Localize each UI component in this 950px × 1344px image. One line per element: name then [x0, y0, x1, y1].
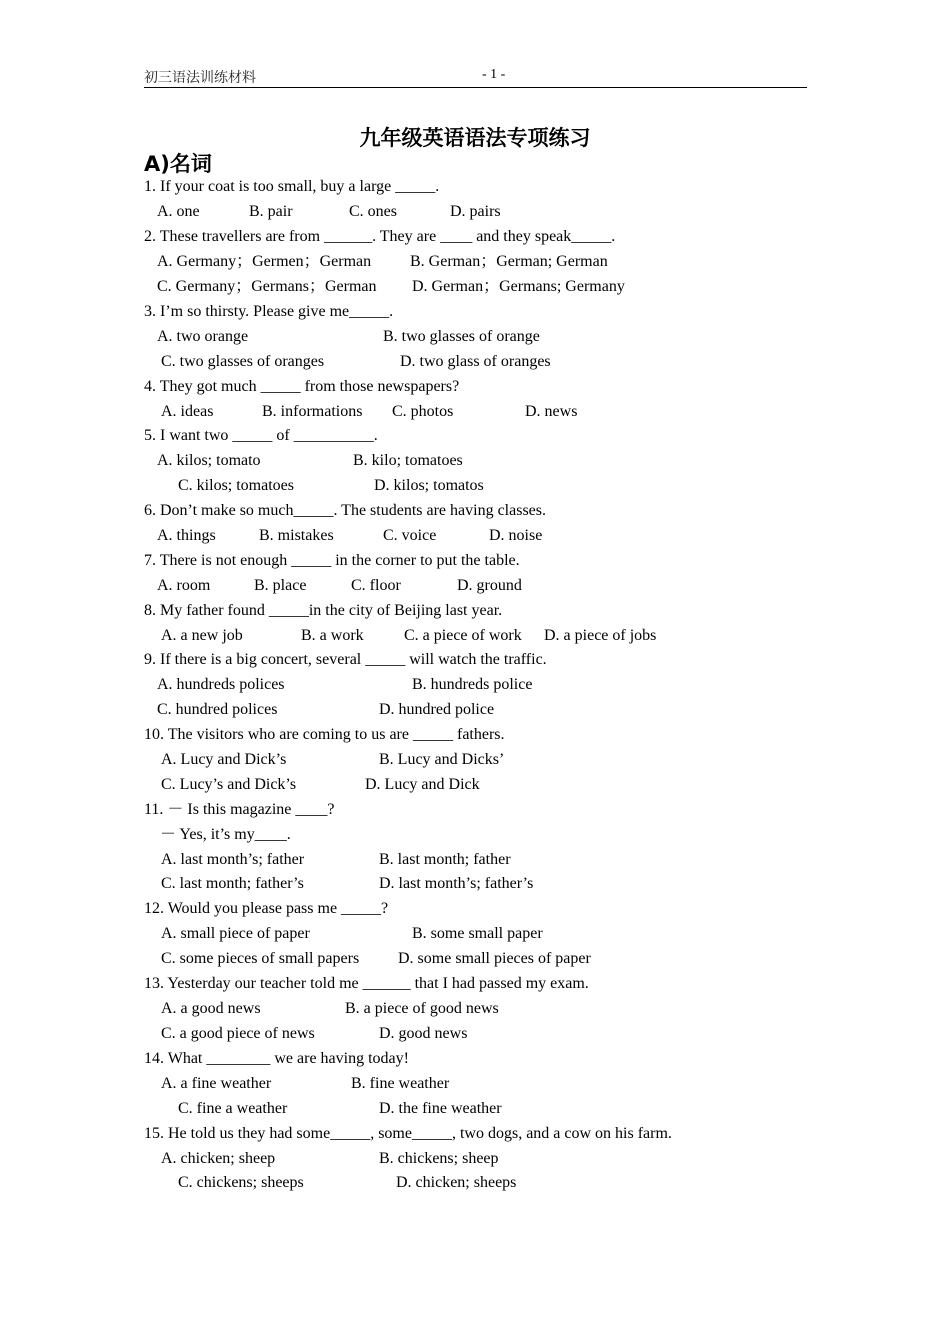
question-stem-11-reply: － Yes, it’s my____. [160, 826, 291, 843]
answer-option-q4-b: B. informations [262, 403, 363, 420]
answer-option-q1-b: B. pair [249, 203, 293, 220]
answer-option-q4-c: C. photos [392, 403, 454, 420]
answer-option-q3-b: B. two glasses of orange [383, 328, 540, 345]
answer-option-q14-d: D. the fine weather [379, 1100, 502, 1117]
answer-option-q7-b: B. place [254, 577, 307, 594]
page-header [144, 66, 807, 88]
answer-option-q8-a: A. a new job [161, 627, 243, 644]
answer-option-q2-c: C. Germany；Germans；German [157, 278, 377, 295]
answer-option-q6-a: A. things [157, 527, 216, 544]
answer-option-q14-b: B. fine weather [351, 1075, 450, 1092]
answer-option-q12-c: C. some pieces of small papers [161, 950, 360, 967]
document-title: 九年级英语语法专项练习 [359, 126, 591, 150]
answer-option-q11-c: C. last month; father’s [161, 875, 304, 892]
question-stem-7: 7. There is not enough _____ in the corner to put the table. [144, 552, 520, 569]
question-stem-12: 12. Would you please pass me _____? [144, 900, 389, 917]
question-stem-5: 5. I want two _____ of __________. [144, 427, 378, 444]
answer-option-q8-b: B. a work [301, 627, 364, 644]
answer-option-q9-c: C. hundred polices [157, 701, 278, 718]
answer-option-q14-a: A. a fine weather [161, 1075, 272, 1092]
answer-option-q12-d: D. some small pieces of paper [398, 950, 591, 967]
answer-option-q7-c: C. floor [351, 577, 401, 594]
question-stem-3: 3. I’m so thirsty. Please give me_____. [144, 303, 394, 320]
question-stem-14: 14. What ________ we are having today! [144, 1050, 409, 1067]
answer-option-q3-a: A. two orange [157, 328, 249, 345]
answer-option-q10-b: B. Lucy and Dicks’ [379, 751, 505, 768]
answer-option-q10-d: D. Lucy and Dick [365, 776, 480, 793]
answer-option-q15-b: B. chickens; sheep [379, 1150, 499, 1167]
question-stem-8: 8. My father found _____in the city of Beijing last year. [144, 602, 503, 619]
section-heading: A)名词 [144, 152, 212, 176]
question-stem-9: 9. If there is a big concert, several _____ will watch the traffic. [144, 651, 547, 668]
answer-option-q1-d: D. pairs [450, 203, 501, 220]
answer-option-q7-d: D. ground [457, 577, 522, 594]
answer-option-q3-d: D. two glass of oranges [400, 353, 551, 370]
header-title: 初三语法训练材料 [144, 70, 256, 86]
answer-option-q5-c: C. kilos; tomatoes [178, 477, 294, 494]
answer-option-q9-a: A. hundreds polices [157, 676, 285, 693]
question-stem-10: 10. The visitors who are coming to us are _____ fathers. [144, 726, 505, 743]
answer-option-q1-a: A. one [157, 203, 200, 220]
question-stem-4: 4. They got much _____ from those newspapers? [144, 378, 460, 395]
answer-option-q9-b: B. hundreds police [412, 676, 533, 693]
answer-option-q4-a: A. ideas [161, 403, 214, 420]
answer-option-q4-d: D. news [525, 403, 578, 420]
answer-option-q8-d: D. a piece of jobs [544, 627, 657, 644]
question-stem-6: 6. Don’t make so much_____. The students are having classes. [144, 502, 546, 519]
answer-option-q9-d: D. hundred police [379, 701, 495, 718]
answer-option-q2-a: A. Germany；Germen；German [157, 253, 372, 270]
answer-option-q6-c: C. voice [383, 527, 437, 544]
answer-option-q7-a: A. room [157, 577, 211, 594]
answer-option-q15-d: D. chicken; sheeps [396, 1174, 517, 1191]
answer-option-q11-b: B. last month; father [379, 851, 511, 868]
answer-option-q2-d: D. German；Germans; Germany [412, 278, 625, 295]
answer-option-q13-c: C. a good piece of news [161, 1025, 315, 1042]
answer-option-q5-b: B. kilo; tomatoes [353, 452, 463, 469]
answer-option-q5-a: A. kilos; tomato [157, 452, 261, 469]
answer-option-q5-d: D. kilos; tomatos [374, 477, 484, 494]
answer-option-q15-c: C. chickens; sheeps [178, 1174, 304, 1191]
answer-option-q10-c: C. Lucy’s and Dick’s [161, 776, 297, 793]
answer-option-q2-b: B. German；German; German [410, 253, 608, 270]
question-stem-15: 15. He told us they had some_____, some_____, two dogs, and a cow on his farm. [144, 1125, 672, 1142]
answer-option-q11-a: A. last month’s; father [161, 851, 305, 868]
question-stem-1: 1. If your coat is too small, buy a large _____. [144, 178, 440, 195]
answer-option-q6-d: D. noise [489, 527, 543, 544]
answer-option-q13-b: B. a piece of good news [345, 1000, 499, 1017]
answer-option-q3-c: C. two glasses of oranges [161, 353, 325, 370]
question-stem-11: 11. － Is this magazine ____? [144, 801, 335, 818]
answer-option-q10-a: A. Lucy and Dick’s [161, 751, 287, 768]
answer-option-q13-d: D. good news [379, 1025, 468, 1042]
page-number: - 1 - [482, 67, 506, 82]
answer-option-q1-c: C. ones [349, 203, 397, 220]
question-stem-2: 2. These travellers are from ______. They are ____ and they speak_____. [144, 228, 616, 245]
answer-option-q11-d: D. last month’s; father’s [379, 875, 534, 892]
answer-option-q15-a: A. chicken; sheep [161, 1150, 276, 1167]
answer-option-q6-b: B. mistakes [259, 527, 334, 544]
answer-option-q12-b: B. some small paper [412, 925, 543, 942]
question-stem-13: 13. Yesterday our teacher told me ______ that I had passed my exam. [144, 975, 589, 992]
answer-option-q12-a: A. small piece of paper [161, 925, 310, 942]
answer-option-q8-c: C. a piece of work [404, 627, 522, 644]
answer-option-q13-a: A. a good news [161, 1000, 261, 1017]
answer-option-q14-c: C. fine a weather [178, 1100, 288, 1117]
